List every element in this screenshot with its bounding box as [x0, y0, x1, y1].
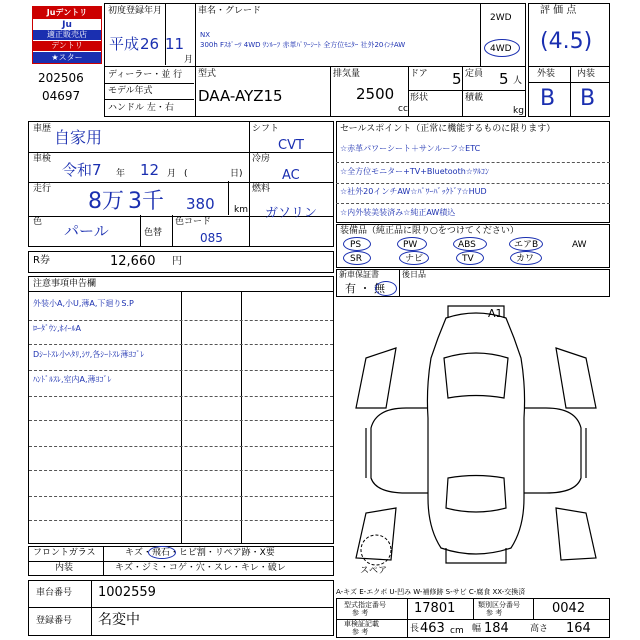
- usage-value: 自家用: [54, 128, 103, 147]
- name-label: 車名・グレード: [198, 6, 262, 16]
- notes-label: 注意事項申告欄: [33, 279, 97, 289]
- equip-leather: カワ: [516, 254, 535, 264]
- inspect-month-unit: 月: [167, 169, 177, 179]
- mileage-rest: 380: [186, 195, 215, 213]
- score-ext-label: 外装: [537, 69, 556, 79]
- shape-label: 形状: [410, 93, 429, 103]
- usage-label: 車歴: [33, 124, 52, 134]
- points-item: ☆全方位モニター+TV+Bluetooth☆ﾜﾙｺﾝ: [340, 167, 489, 176]
- dealer-label: ディーラー・並 行: [108, 70, 183, 80]
- color-swap: 色替: [144, 228, 163, 238]
- equip-label: 装備品（純正品に限り○をつけてください）: [340, 226, 519, 236]
- spec-width: 184: [484, 621, 509, 636]
- mileage-label: 走行: [33, 184, 52, 194]
- drive-4wd: 4WD: [490, 44, 512, 54]
- change-value: 名変中: [98, 612, 140, 628]
- points-label: セールスポイント（正常に機能するものに限ります）: [340, 124, 556, 134]
- spec-width-label: 幅: [472, 624, 482, 634]
- spec-len-label: 長: [410, 624, 420, 634]
- reg-label: 初度登録年月: [108, 6, 163, 16]
- cap-unit: 人: [513, 76, 523, 86]
- note-item: ﾛｰﾀﾞｳﾝ,ﾎｲｰﾙA: [33, 324, 82, 333]
- note-item: ﾊﾝﾄﾞﾙｽﾚ,室内A,薄ﾖｺﾞﾚ: [33, 375, 112, 384]
- type-value: DAA-AYZ15: [198, 87, 283, 105]
- equip-navi-circle: [399, 251, 429, 265]
- equip-sr-circle: [343, 251, 371, 265]
- chassis-label: 車台番号: [36, 588, 73, 598]
- note-item: 外装小A,小U,薄A,下廻りS.P: [33, 299, 134, 308]
- disp-unit: cc: [398, 104, 408, 114]
- stock-line1: 202506: [38, 71, 84, 85]
- diagram-spare: スペア: [360, 566, 388, 576]
- car-outline-icon: [336, 298, 610, 578]
- equip-ps: PS: [350, 240, 362, 250]
- equip-tv-circle: [456, 251, 484, 265]
- logo-line4: ★スター: [33, 52, 101, 63]
- warranty-none-circle: [375, 281, 397, 296]
- drive-2wd: 2WD: [490, 13, 512, 23]
- fuel-value: ガソリン: [265, 206, 318, 221]
- score-label: 評 価 点: [540, 5, 577, 16]
- color-value: パール: [64, 222, 109, 240]
- car-diagram: [336, 298, 610, 578]
- equip-navi: ナビ: [405, 254, 424, 264]
- reg-month: 11: [165, 35, 185, 53]
- color-label: 色: [33, 217, 43, 227]
- shift-value: CVT: [278, 138, 304, 153]
- equip-aw: AW: [572, 240, 587, 250]
- warranty-label: 新車保証書: [339, 270, 379, 279]
- cap-value: 5: [499, 70, 509, 88]
- glass-int-label: 内装: [55, 563, 74, 573]
- door-value: 5: [452, 70, 462, 88]
- mileage-sen: 3千: [128, 189, 164, 214]
- handle-label: ハンドル 左・右: [108, 103, 174, 113]
- shift-label: シフト: [252, 124, 280, 134]
- glass-chip-circle: [148, 546, 176, 559]
- note-item: Dｼｰﾄｽﾚ小ﾍﾀﾘ,ｼﾜ,各ｼｰﾄｽﾚ薄ﾖｺﾞﾚ: [33, 350, 145, 359]
- spec-k1: 型式指定番号: [344, 601, 386, 609]
- mileage-man: 8万: [88, 189, 124, 214]
- inspect-month: 12: [140, 161, 160, 179]
- glass-front-value: キズ・飛石・ヒビ割・リペア跡・X要: [125, 548, 275, 558]
- chassis-value: 1002559: [98, 585, 156, 600]
- equip-airbag: エアB: [514, 240, 539, 250]
- load-unit: kg: [513, 106, 524, 116]
- door-label: ドア: [410, 69, 428, 79]
- spec-height: 164: [566, 621, 591, 636]
- warranty-date-label: 後日品: [402, 270, 426, 279]
- color-code: 085: [200, 231, 223, 245]
- logo-line3: デントリ: [33, 41, 101, 51]
- spec-k2b: 参 考: [486, 609, 503, 617]
- inspect-label: 車検: [33, 154, 52, 164]
- recycle-label: R券: [33, 255, 50, 266]
- equip-abs: ABS: [458, 240, 476, 250]
- ac-value: AC: [282, 168, 300, 183]
- equip-airbag-circle: [509, 237, 543, 251]
- glass-int-value: キズ・ジミ・コゲ・穴・スレ・キレ・破レ: [115, 563, 286, 573]
- name-value1: NX: [200, 31, 211, 39]
- disp-value: 2500: [356, 85, 395, 103]
- logo-brand: Juデントリ: [33, 7, 101, 19]
- inspect-value: 令和7: [62, 161, 102, 179]
- points-item: ☆社外20インチAW☆ﾊﾟﾜｰﾊﾞｯｸﾄﾞｱ☆HUD: [340, 187, 487, 196]
- color-code-label: 色コード: [175, 217, 212, 227]
- recycle-unit: 円: [172, 256, 182, 267]
- warranty-value: 有 ・ 無: [345, 282, 385, 295]
- diagram-mark: A1: [488, 307, 503, 320]
- score-ext: B: [540, 86, 556, 111]
- logo: [32, 6, 102, 64]
- reg-era: 平成: [109, 35, 140, 53]
- equip-tv: TV: [462, 254, 474, 264]
- equip-pw-circle: [397, 237, 427, 251]
- spec-k2: 類別区分番号: [478, 601, 520, 609]
- score-value: (4.5): [540, 29, 593, 54]
- spec-height-label: 高さ: [530, 624, 549, 634]
- cap-label: 定員: [465, 69, 484, 79]
- spec-len: 463: [420, 621, 445, 636]
- inspect-day: 日): [230, 169, 243, 179]
- equip-ps-circle: [343, 237, 371, 251]
- score-int-label: 内装: [577, 69, 596, 79]
- disp-label: 排気量: [333, 69, 361, 79]
- type-label: 型式: [198, 69, 217, 79]
- fuel-label: 燃料: [252, 184, 271, 194]
- recycle-value: 12,660: [110, 254, 156, 269]
- points-item: ☆内外装美装済み☆純正AW積込: [340, 208, 456, 217]
- equip-leather-circle: [510, 251, 542, 265]
- stock-line2: 04697: [42, 89, 81, 103]
- reg-year: 26: [140, 35, 160, 53]
- model-year-label: モデル年式: [108, 86, 153, 96]
- equip-sr: SR: [350, 254, 362, 264]
- spec-v2: 0042: [552, 601, 586, 616]
- spec-k1b: 参 考: [352, 609, 369, 617]
- drive-4wd-circle: [484, 39, 520, 57]
- spec-k3: 車検証記載: [344, 620, 379, 628]
- points-item: ☆赤革パワーシート＋サンルーフ☆ETC: [340, 144, 481, 153]
- logo-line2: 適正販売店: [33, 30, 101, 40]
- spec-k3b: 参 考: [352, 628, 369, 636]
- reg-month-unit: 月: [184, 55, 194, 65]
- equip-abs-circle: [453, 237, 487, 251]
- damage-legend: A-キズ E-エクボ U-凹み W-補修跡 S-サビ C-腐食 XX-交換済: [336, 588, 526, 596]
- mileage-unit: km: [234, 205, 248, 215]
- score-int: B: [580, 86, 596, 111]
- chassis-block: [28, 580, 334, 636]
- logo-line1: Ju: [62, 20, 72, 30]
- change-label: 登録番号: [36, 616, 73, 626]
- equip-pw: PW: [403, 240, 418, 250]
- ac-label: 冷房: [252, 154, 271, 164]
- inspect-year: 年: [116, 169, 126, 179]
- inspect-open: (: [184, 169, 188, 179]
- glass-front-label: フロントガラス: [33, 548, 96, 558]
- spec-len-unit: cm: [450, 626, 464, 636]
- load-label: 積載: [465, 93, 484, 103]
- spec-v1: 17801: [414, 601, 456, 616]
- notes-block: [28, 276, 334, 544]
- name-value2: 300h Fｽﾎﾟｰﾂ 4WD ｻﾝﾙｰﾌ 赤革ﾊﾟﾜｰｼｰﾄ 全方位ﾓﾆﾀｰ 社外20ｲﾝﾁAW: [200, 41, 406, 49]
